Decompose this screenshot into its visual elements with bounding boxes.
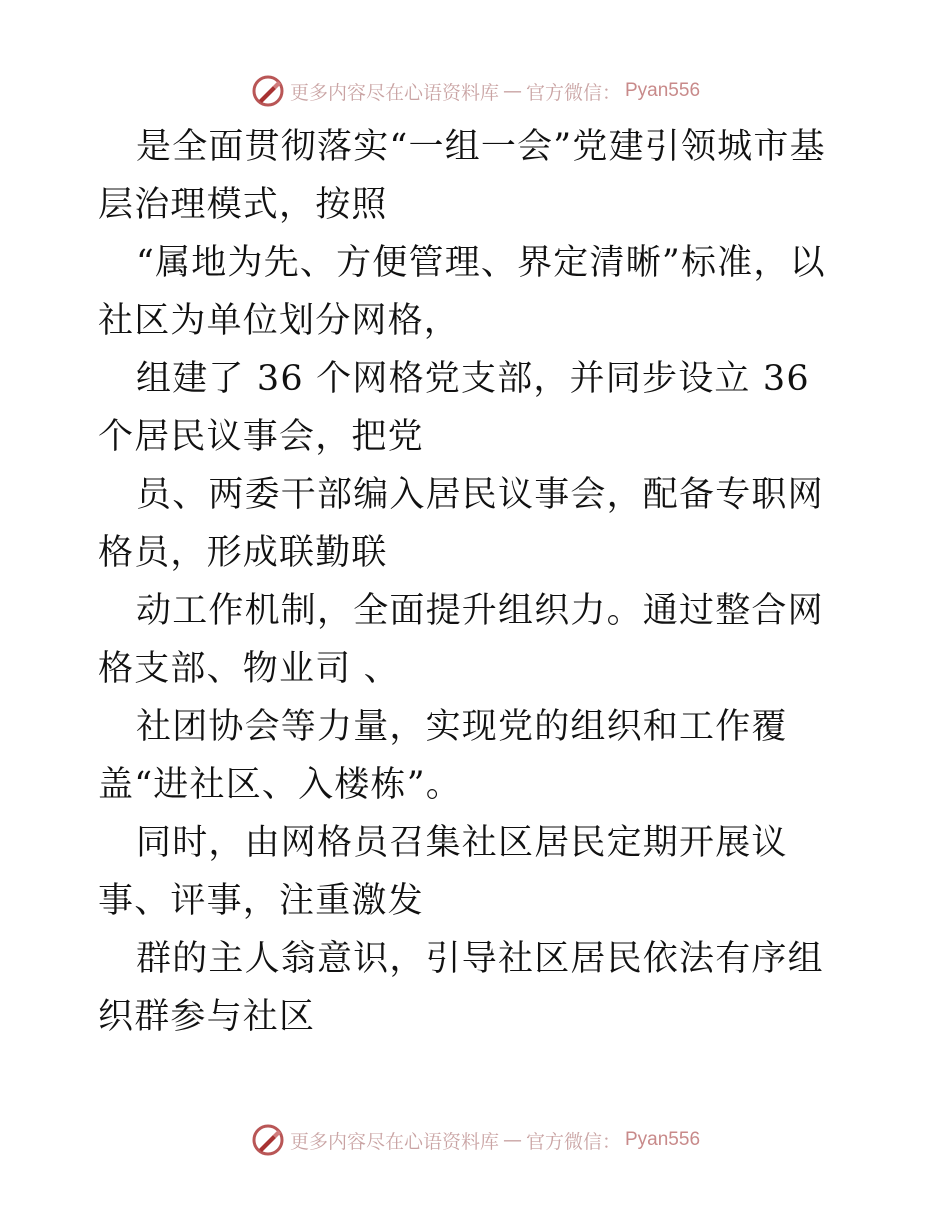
watermark-site-name: 更多内容尽在心语资料库 <box>289 1130 499 1153</box>
paragraph-4: 员、两委干部编入居民议事会，配备专职网格员，形成联勤联 <box>98 475 824 573</box>
watermark-wechat-label: 官方微信： <box>525 1130 621 1153</box>
paragraph-1: 是全面贯彻落实“一组一会”党建引领城市基层治理模式，按照 <box>98 127 826 225</box>
watermark-site-name: 更多内容尽在心语资料库 <box>289 81 499 104</box>
watermark-dash: — <box>502 80 522 102</box>
watermark-wechat-label: 官方微信： <box>525 81 621 104</box>
paragraph-8: 群的主人翁意识，引导社区居民依法有序组织群参与社区 <box>98 939 824 1037</box>
document-body <box>98 118 858 1046</box>
watermark-wechat-id: Pyan556 <box>625 80 701 101</box>
footer-watermark-banner <box>0 1120 950 1160</box>
header-watermark-banner <box>0 71 950 111</box>
pen-logo-icon <box>250 1122 286 1158</box>
paragraph-6: 社团协会等力量，实现党的组织和工作覆盖“进社区、入楼栋”。 <box>98 707 788 805</box>
watermark-wechat-id: Pyan556 <box>625 1129 701 1150</box>
watermark-dash: — <box>502 1129 522 1151</box>
paragraph-2: “属地为先、方便管理、界定清晰”标准，以社区为单位划分网格， <box>98 243 826 341</box>
paragraph-7: 同时，由网格员召集社区居民定期开展议事、评事，注重激发 <box>98 823 788 921</box>
pen-logo-icon <box>250 73 286 109</box>
paragraph-5: 动工作机制，全面提升组织力。通过整合网格支部、物业司 、 <box>98 591 824 689</box>
paragraph-3: 组建了 36 个网格党支部，并同步设立 36 个居民议事会，把党 <box>98 359 810 457</box>
